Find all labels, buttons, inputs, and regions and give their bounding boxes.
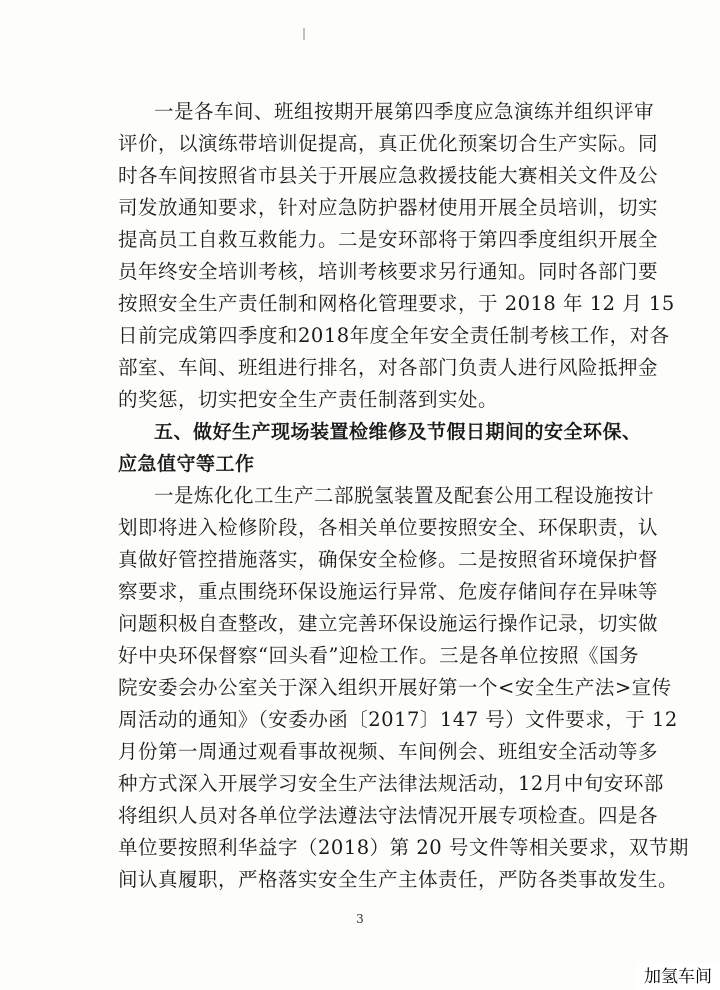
paragraph-1-line-6: 员年终安全培训考核，培训考核要求另行通知。同时各部门要	[118, 260, 659, 283]
scan-artifact-mark	[303, 28, 305, 40]
section-5-heading-line-1: 五、做好生产现场装置检维修及节假日期间的安全环保、	[154, 421, 642, 443]
source-watermark: 加氢车间	[636, 964, 720, 990]
paragraph-1-line-1: 一是各车间、班组按期开展第四季度应急演练并组织评审	[154, 100, 655, 123]
paragraph-2-line-2: 划即将进入检修阶段，各相关单位要按照安全、环保职责，认	[118, 516, 659, 539]
paragraph-2-line-7: 院安委会办公室关于深入组织开展好第一个<安全生产法>宣传	[118, 676, 672, 699]
paragraph-2-line-10: 种方式深入开展学习安全生产法律法规活动，12月中旬安环部	[118, 772, 664, 795]
paragraph-1-line-2: 评价，以演练带培训促提高，真正优化预案切合生产实际。同	[118, 132, 659, 155]
paragraph-2-line-3: 真做好管控措施落实，确保安全检修。二是按照省环境保护督	[118, 548, 659, 571]
paragraph-1-line-10: 的奖惩，切实把安全生产责任制落到实处。	[118, 388, 499, 411]
paragraph-1-line-8: 日前完成第四季度和2018年度全年安全责任制考核工作，对各	[118, 324, 670, 347]
paragraph-2-line-1: 一是炼化化工生产二部脱氢装置及配套公用工程设施按计	[154, 484, 655, 507]
paragraph-2-line-11: 将组织人员对各单位学法遵法守法情况开展专项检查。四是各	[118, 804, 659, 827]
section-5-heading-line-2: 应急值守等工作	[118, 453, 255, 475]
paragraph-2-line-9: 月份第一周通过观看事故视频、车间例会、班组安全活动等多	[118, 740, 659, 763]
paragraph-1-line-4: 司发放通知要求，针对应急防护器材使用开展全员培训，切实	[118, 196, 659, 219]
paragraph-1-line-9: 部室、车间、班组进行排名，对各部门负责人进行风险抵押金	[118, 356, 659, 379]
paragraph-1-line-5: 提高员工自救互救能力。二是安环部将于第四季度组织开展全	[118, 228, 659, 251]
paragraph-1-line-3: 时各车间按照省市县关于开展应急救援技能大赛相关文件及公	[118, 164, 659, 187]
paragraph-2-line-5: 问题积极自查整改，建立完善环保设施运行操作记录，切实做	[118, 612, 659, 635]
paragraph-2-line-8: 周活动的通知》（安委办函〔2017〕147 号）文件要求，于 12	[118, 708, 678, 731]
page-number: 3	[356, 912, 364, 926]
paragraph-2-line-13: 间认真履职，严格落实安全生产主体责任，严防各类事故发生。	[118, 868, 679, 891]
paragraph-2-line-6: 好中央环保督察“回头看”迎检工作。三是各单位按照《国务	[118, 644, 639, 667]
paragraph-1-line-7: 按照安全生产责任制和网格化管理要求，于 2018 年 12 月 15	[118, 292, 675, 315]
paragraph-2-line-4: 察要求，重点围绕环保设施运行异常、危废存储间存在异味等	[118, 580, 659, 603]
paragraph-2-line-12: 单位要按照利华益字（2018）第 20 号文件等相关要求，双节期	[118, 836, 689, 859]
